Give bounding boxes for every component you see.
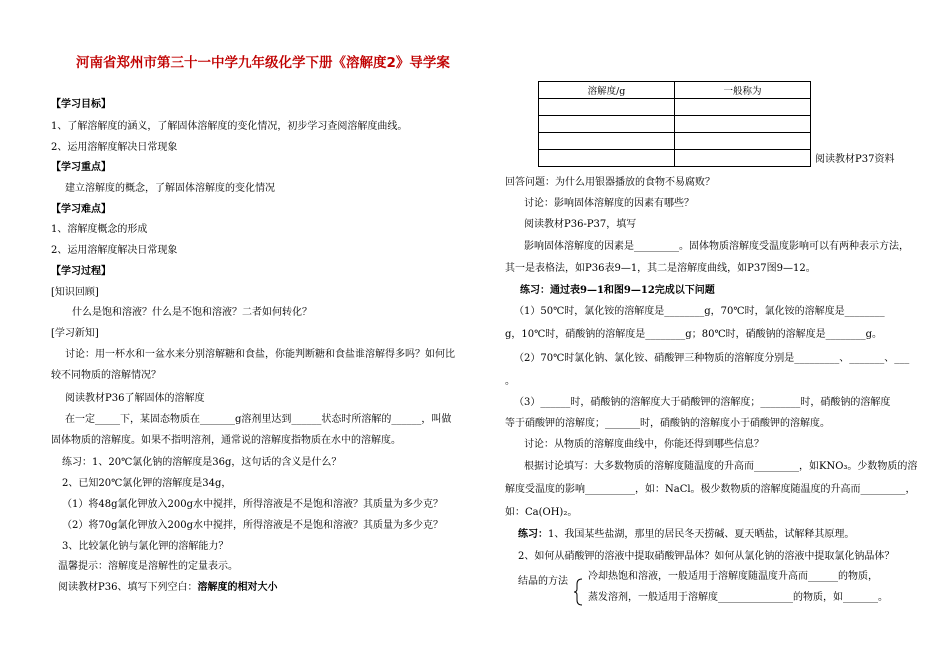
table-cell	[675, 150, 811, 167]
question-2a: （2）70℃时氯化钠、氯化铵、硝酸钾三种物质的溶解度分别是_________、_______、___	[514, 353, 910, 364]
table-header-row	[539, 82, 811, 99]
discuss-1a: 讨论：用一杯水和一盆水来分别溶解糖和食盐，你能判断糖和食盐谁溶解得多吗？如何比	[65, 349, 455, 360]
exercise-3: 3、比较氯化钠与氯化钾的溶解能力？	[62, 541, 229, 552]
crystallization-2: 蒸发溶剂，一般适用于溶解度_______________的物质，如_______。	[588, 592, 888, 603]
goal-header: 【学习目标】	[51, 99, 111, 110]
answer-question: 回答问题：为什么用银器播放的食物不易腐败？	[505, 177, 715, 188]
exercise2-label: 练习：	[518, 529, 548, 540]
factor-1: 影响固体溶解度的因素是_________。固体物质溶解度受温度影响可以有两种表示方法，	[524, 241, 909, 252]
discuss-2: 讨论：影响固体溶解度的因素有哪些？	[524, 198, 694, 209]
factor-2: 其一是表格法，如P36表9—1，其二是溶解度曲线，如P37图9—12。	[505, 263, 816, 274]
key-header: 【学习重点】	[51, 162, 111, 173]
exercise2-1	[518, 528, 854, 541]
exercise2-1-text: 1、我国某些盐湖，那里的居民冬天捞碱、夏天晒盐，试解释其原理。	[548, 529, 855, 540]
crystallization-1: 冷却热饱和溶液，一般适用于溶解度随温度升高而______的物质，	[588, 571, 878, 582]
table-cell	[675, 116, 811, 133]
definition-2: 固体物质的溶解度。如果不指明溶剂，通常说的溶解度指物质在水中的溶解度。	[51, 435, 401, 446]
review-header: [知识回顾]	[51, 287, 99, 298]
question-1a: （1）50℃时，氯化铵的溶解度是________g，70℃时，氯化铵的溶解度是________	[514, 306, 885, 317]
read-2-prefix: 阅读教材P36、填写下列空白：	[58, 582, 198, 593]
question-3a: （3）______时，硝酸钠的溶解度大于硝酸钾的溶解度；________时，硝酸钠的溶解度	[514, 397, 891, 408]
difficulty-1: 1、溶解度概念的形成	[51, 224, 148, 235]
table-cell	[675, 99, 811, 116]
difficulty-2: 2、运用溶解度解决日常现象	[51, 245, 178, 256]
table-row	[539, 133, 811, 150]
table-cell	[675, 133, 811, 150]
table-cell	[539, 133, 675, 150]
exercise2-2: 2、如何从硝酸钾的溶液中提取硝酸钾晶体？如何从氯化钠的溶液中提取氯化钠晶体？	[518, 551, 895, 562]
read-2	[58, 581, 277, 594]
goal-2: 2、运用溶解度解决日常现象	[51, 142, 178, 153]
discuss-3: 讨论：从物质的溶解度曲线中，你能还得到哪些信息？	[524, 439, 764, 450]
table-row	[539, 99, 811, 116]
key-1: 建立溶解度的概念，了解固体溶解度的变化情况	[65, 183, 275, 194]
exercise-1: 练习：1、20℃氯化钠的溶解度是36g，这句话的含义是什么？	[62, 457, 342, 468]
read-3: 阅读教材P36-P37，填写	[524, 219, 637, 230]
solubility-table	[538, 81, 811, 167]
review-question: 什么是饱和溶液？什么是不饱和溶液？二者如何转化？	[72, 307, 312, 318]
page-title: 河南省郑州市第三十一中学九年级化学下册《溶解度2》导学案	[76, 55, 450, 71]
exercise-2: 2、已知20℃氯化钾的溶解度是34g，	[62, 478, 232, 489]
exercise-header: 练习：通过表9—1和图9—12完成以下问题	[520, 285, 715, 296]
read-1: 阅读教材P36了解固体的溶解度	[65, 393, 205, 404]
fill-1: 根据讨论填写：大多数物质的溶解度随温度的升高而_________，如KNO₃。少数物质的溶	[524, 461, 918, 472]
process-header: 【学习过程】	[51, 266, 111, 277]
table-row	[539, 116, 811, 133]
table-cell	[539, 150, 675, 167]
table-header-cell: 溶解度/g	[539, 82, 675, 99]
exercise-2-1: （1）将48g氯化钾放入200g水中搅拌，所得溶液是不是饱和溶液？其质量为多少克？	[62, 499, 443, 510]
discuss-1b: 较不同物质的溶解情况？	[51, 370, 161, 381]
table-header-cell: 一般称为	[675, 82, 811, 99]
question-1b: g，10℃时，硝酸钠的溶解度是________g；80℃时，硝酸钠的溶解度是________g。	[505, 329, 883, 340]
exercise-2-2: （2）将70g氯化钾放入200g水中搅拌，所得溶液是不是饱和溶液？其质量为多少克？	[62, 520, 443, 531]
fill-2: 解度受温度的影响__________，如：NaCl。极少数物质的溶解度随温度的升高而_________，	[505, 484, 916, 495]
question-2b: 。	[505, 376, 515, 387]
read-2-bold: 溶解度的相对大小	[197, 582, 278, 593]
new-header: [学习新知]	[51, 328, 99, 339]
brace-icon	[573, 578, 583, 606]
fill-3: 如：Ca(OH)₂。	[505, 507, 578, 518]
table-row	[539, 150, 811, 167]
table-cell	[539, 116, 675, 133]
tip: 温馨提示：溶解度是溶解性的定量表示。	[58, 561, 238, 572]
difficulty-header: 【学习难点】	[51, 204, 111, 215]
question-3b: 等于硝酸钾的溶解度；_______时，硝酸钠的溶解度小于硝酸钾的溶解度。	[505, 418, 830, 429]
crystallization-label: 结晶的方法	[518, 576, 568, 587]
table-cell	[539, 99, 675, 116]
definition-1: 在一定_____下，某固态物质在_______g溶剂里达到______状态时所溶解的______，叫做	[65, 414, 452, 425]
read-p37: 阅读教材P37资料	[815, 154, 895, 165]
goal-1: 1、了解溶解度的涵义，了解固体溶解度的变化情况，初步学习查阅溶解度曲线。	[51, 121, 408, 132]
